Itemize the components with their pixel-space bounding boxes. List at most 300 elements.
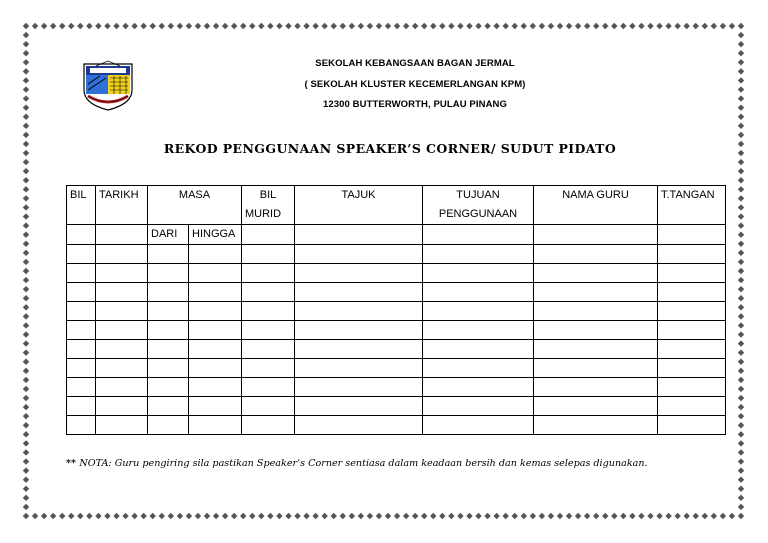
footnote (66, 458, 648, 469)
table-cell (148, 378, 189, 397)
table-cell (295, 397, 423, 416)
border-diamond (23, 141, 29, 147)
border-diamond (738, 313, 744, 319)
border-diamond (23, 50, 29, 56)
border-diamond (23, 68, 29, 74)
border-diamond (77, 513, 83, 519)
border-diamond (41, 23, 47, 29)
table-cell (658, 283, 726, 302)
border-diamond (23, 232, 29, 238)
table-cell (189, 264, 242, 283)
table-cell (534, 378, 658, 397)
border-diamond (23, 331, 29, 337)
border-diamond (95, 23, 101, 29)
border-diamond (421, 23, 427, 29)
school-cluster: ( SEKOLAH KLUSTER KECEMERLANGAN KPM) (304, 79, 526, 90)
border-diamond (150, 23, 156, 29)
header-nama-guru: NAMA GURU (534, 186, 658, 225)
border-diamond (394, 23, 400, 29)
border-diamond (267, 23, 273, 29)
record-table (66, 185, 726, 435)
table-cell (242, 302, 295, 321)
table-cell (67, 245, 96, 264)
border-diamond (430, 23, 436, 29)
border-diamond (693, 23, 699, 29)
border-diamond (738, 123, 744, 129)
border-diamond (584, 513, 590, 519)
document-title: REKOD PENGGUNAAN SPEAKER’S CORNER/ SUDUT PIDATO (163, 141, 617, 156)
border-diamond (131, 23, 137, 29)
border-diamond (738, 449, 744, 455)
border-diamond (638, 513, 644, 519)
border-diamond (367, 513, 373, 519)
border-diamond (502, 513, 508, 519)
border-diamond (738, 513, 744, 519)
table-cell (295, 359, 423, 378)
border-diamond (186, 513, 192, 519)
table-cell (148, 397, 189, 416)
border-diamond (68, 513, 74, 519)
border-diamond (23, 422, 29, 428)
border-diamond (457, 513, 463, 519)
border-diamond (738, 159, 744, 165)
border-diamond (23, 404, 29, 410)
table-cell (242, 340, 295, 359)
border-diamond (349, 23, 355, 29)
border-diamond (385, 513, 391, 519)
border-diamond (548, 23, 554, 29)
header-tujuan (423, 186, 534, 225)
border-diamond (738, 477, 744, 483)
border-diamond (711, 23, 717, 29)
border-diamond (602, 23, 608, 29)
border-diamond (113, 23, 119, 29)
border-diamond (738, 277, 744, 283)
border-diamond (204, 23, 210, 29)
border-diamond (23, 304, 29, 310)
table-cell (189, 302, 242, 321)
table-cell (423, 283, 534, 302)
border-diamond (23, 440, 29, 446)
border-diamond (466, 513, 472, 519)
table-cell (67, 283, 96, 302)
border-diamond (23, 477, 29, 483)
border-diamond (168, 513, 174, 519)
border-diamond (448, 513, 454, 519)
border-diamond (738, 340, 744, 346)
table-cell (148, 416, 189, 435)
border-diamond (521, 23, 527, 29)
border-diamond (557, 23, 563, 29)
table-cell (96, 245, 148, 264)
border-diamond (611, 513, 617, 519)
table-cell (423, 416, 534, 435)
subheader-row (67, 225, 726, 245)
table-cell (295, 378, 423, 397)
border-diamond (448, 23, 454, 29)
border-diamond (738, 331, 744, 337)
border-diamond (602, 513, 608, 519)
border-diamond (23, 368, 29, 374)
table-row (67, 264, 726, 283)
border-diamond (331, 513, 337, 519)
border-diamond (23, 277, 29, 283)
border-diamond (159, 513, 165, 519)
table-cell (658, 359, 726, 378)
border-diamond (331, 23, 337, 29)
border-diamond (647, 513, 653, 519)
border-diamond (240, 513, 246, 519)
border-diamond (294, 513, 300, 519)
border-diamond (23, 504, 29, 510)
header-bil-murid (242, 186, 295, 225)
border-diamond (303, 23, 309, 29)
table-cell (148, 359, 189, 378)
border-diamond (77, 23, 83, 29)
border-diamond (738, 467, 744, 473)
border-diamond (738, 422, 744, 428)
border-diamond (629, 513, 635, 519)
border-diamond (738, 295, 744, 301)
table-cell (189, 416, 242, 435)
table-row (67, 359, 726, 378)
header-bil: BIL (67, 186, 96, 225)
border-diamond (23, 177, 29, 183)
border-diamond (738, 458, 744, 464)
border-diamond (23, 295, 29, 301)
border-diamond (23, 204, 29, 210)
border-diamond (656, 513, 662, 519)
table-cell (423, 264, 534, 283)
border-diamond (729, 513, 735, 519)
table-cell (658, 416, 726, 435)
border-diamond (738, 114, 744, 120)
border-diamond (439, 23, 445, 29)
border-diamond (23, 495, 29, 501)
border-diamond (683, 513, 689, 519)
table-cell (658, 378, 726, 397)
table-cell (534, 245, 658, 264)
table-cell (189, 397, 242, 416)
border-diamond (548, 513, 554, 519)
border-diamond (674, 23, 680, 29)
table-cell (189, 340, 242, 359)
border-diamond (620, 23, 626, 29)
border-diamond (738, 395, 744, 401)
border-diamond (23, 95, 29, 101)
border-diamond (186, 23, 192, 29)
table-cell (534, 359, 658, 378)
border-diamond (213, 23, 219, 29)
table-cell (658, 264, 726, 283)
table-cell (96, 397, 148, 416)
border-diamond (23, 159, 29, 165)
table-cell (295, 302, 423, 321)
border-diamond (738, 50, 744, 56)
border-diamond (738, 250, 744, 256)
table-cell (658, 340, 726, 359)
border-diamond (738, 386, 744, 392)
border-diamond (738, 241, 744, 247)
border-diamond (312, 23, 318, 29)
table-cell (96, 302, 148, 321)
border-diamond (738, 32, 744, 38)
border-diamond (530, 23, 536, 29)
table-cell (242, 245, 295, 264)
border-diamond (412, 23, 418, 29)
table-cell (67, 264, 96, 283)
table-cell (148, 302, 189, 321)
border-diamond (294, 23, 300, 29)
border-diamond (23, 23, 29, 29)
table-cell (148, 321, 189, 340)
table-cell (423, 340, 534, 359)
border-diamond (674, 513, 680, 519)
header-row (67, 186, 726, 225)
border-diamond (312, 513, 318, 519)
border-diamond (575, 23, 581, 29)
border-diamond (466, 23, 472, 29)
table-row (67, 245, 726, 264)
header-tarikh: TARIKH (96, 186, 148, 225)
border-diamond (140, 23, 146, 29)
school-name: SEKOLAH KEBANGSAAN BAGAN JERMAL (315, 58, 515, 69)
border-diamond (23, 222, 29, 228)
border-diamond (738, 59, 744, 65)
border-diamond (59, 513, 65, 519)
border-diamond (231, 23, 237, 29)
border-diamond (23, 486, 29, 492)
border-diamond (222, 513, 228, 519)
border-diamond (177, 23, 183, 29)
border-diamond (403, 513, 409, 519)
header-bil-murid-line2: MURID (245, 208, 282, 220)
border-diamond (693, 513, 699, 519)
header-masa: MASA (148, 186, 242, 225)
border-diamond (340, 23, 346, 29)
border-diamond (23, 213, 29, 219)
header-tujuan-line2: PENGGUNAAN (438, 208, 518, 220)
border-diamond (738, 104, 744, 110)
border-diamond (665, 23, 671, 29)
border-diamond (285, 23, 291, 29)
border-diamond (738, 322, 744, 328)
border-diamond (647, 23, 653, 29)
table-cell (67, 302, 96, 321)
border-diamond (475, 23, 481, 29)
border-diamond (738, 195, 744, 201)
table-cell (423, 359, 534, 378)
header-t-tangan: T.TANGAN (658, 186, 726, 225)
table-cell (242, 321, 295, 340)
table-cell (423, 397, 534, 416)
table-cell (242, 359, 295, 378)
border-diamond (738, 132, 744, 138)
table-cell (658, 321, 726, 340)
border-diamond (340, 513, 346, 519)
table-cell (423, 321, 534, 340)
table-cell (534, 416, 658, 435)
border-diamond (620, 513, 626, 519)
footnote-text: NOTA: Guru pengiring sila pastikan Speaker’s Corner sentiasa dalam keadaan bersih dan kemas selepas digunakan. (79, 458, 648, 469)
border-diamond (738, 404, 744, 410)
border-diamond (484, 23, 490, 29)
border-diamond (720, 23, 726, 29)
border-diamond (702, 513, 708, 519)
border-diamond (502, 23, 508, 29)
border-diamond (493, 513, 499, 519)
border-diamond (23, 41, 29, 47)
table-cell (96, 359, 148, 378)
table-cell (96, 264, 148, 283)
table-row (67, 416, 726, 435)
border-diamond (104, 23, 110, 29)
table-cell (189, 378, 242, 397)
border-diamond (738, 413, 744, 419)
border-diamond (113, 513, 119, 519)
border-diamond (394, 513, 400, 519)
table-cell (67, 340, 96, 359)
border-diamond (738, 23, 744, 29)
table-cell (148, 283, 189, 302)
table-cell (658, 302, 726, 321)
border-diamond (23, 377, 29, 383)
border-diamond (23, 467, 29, 473)
border-diamond (23, 413, 29, 419)
border-diamond (258, 513, 264, 519)
border-diamond (738, 213, 744, 219)
border-diamond (665, 513, 671, 519)
table-cell (295, 283, 423, 302)
border-diamond (23, 359, 29, 365)
table-cell (423, 378, 534, 397)
border-diamond (484, 513, 490, 519)
table-cell (242, 264, 295, 283)
border-diamond (321, 23, 327, 29)
table-cell (423, 245, 534, 264)
table-cell (242, 283, 295, 302)
border-diamond (430, 513, 436, 519)
border-diamond (23, 349, 29, 355)
border-diamond (195, 23, 201, 29)
border-diamond (629, 23, 635, 29)
table-cell (534, 264, 658, 283)
border-diamond (23, 513, 29, 519)
border-diamond (204, 513, 210, 519)
table-cell (148, 264, 189, 283)
border-diamond (23, 59, 29, 65)
border-diamond (122, 513, 128, 519)
border-diamond (23, 186, 29, 192)
border-diamond (349, 513, 355, 519)
table-cell (189, 283, 242, 302)
border-diamond (738, 495, 744, 501)
border-diamond (267, 513, 273, 519)
border-diamond (611, 23, 617, 29)
border-diamond (240, 23, 246, 29)
border-diamond (285, 513, 291, 519)
border-diamond (68, 23, 74, 29)
table-cell (96, 378, 148, 397)
border-diamond (23, 268, 29, 274)
border-diamond (539, 23, 545, 29)
border-diamond (177, 513, 183, 519)
header-tujuan-line1: TUJUAN (456, 189, 500, 201)
border-diamond (738, 204, 744, 210)
border-diamond (32, 23, 38, 29)
border-diamond (566, 513, 572, 519)
border-diamond (23, 132, 29, 138)
border-diamond (50, 23, 56, 29)
table-cell (189, 245, 242, 264)
border-diamond (23, 313, 29, 319)
table-cell (534, 283, 658, 302)
border-diamond (23, 86, 29, 92)
border-diamond (23, 386, 29, 392)
table-cell (534, 321, 658, 340)
table-cell (295, 416, 423, 435)
border-diamond (303, 513, 309, 519)
border-diamond (593, 513, 599, 519)
table-cell (67, 359, 96, 378)
border-diamond (412, 513, 418, 519)
border-diamond (720, 513, 726, 519)
border-diamond (59, 23, 65, 29)
border-diamond (104, 513, 110, 519)
border-diamond (475, 513, 481, 519)
border-diamond (23, 449, 29, 455)
border-diamond (376, 513, 382, 519)
subheader-dari: DARI (148, 225, 189, 245)
border-diamond (711, 513, 717, 519)
border-diamond (195, 513, 201, 519)
border-diamond (738, 286, 744, 292)
table-cell (67, 321, 96, 340)
border-diamond (222, 23, 228, 29)
border-diamond (168, 23, 174, 29)
border-diamond (23, 340, 29, 346)
border-diamond (738, 141, 744, 147)
table-cell (189, 321, 242, 340)
border-diamond (50, 513, 56, 519)
border-diamond (376, 23, 382, 29)
border-diamond (738, 68, 744, 74)
header-bil-murid-line1: BIL (259, 189, 277, 201)
border-diamond (23, 32, 29, 38)
border-diamond (23, 104, 29, 110)
table-cell (534, 302, 658, 321)
table-cell (242, 378, 295, 397)
border-diamond (403, 23, 409, 29)
border-diamond (249, 23, 255, 29)
border-diamond (738, 304, 744, 310)
border-diamond (738, 268, 744, 274)
border-diamond (738, 349, 744, 355)
table-cell (67, 378, 96, 397)
border-diamond (512, 23, 518, 29)
border-diamond (493, 23, 499, 29)
table-cell (96, 321, 148, 340)
border-diamond (131, 513, 137, 519)
table-cell (534, 397, 658, 416)
school-address: 12300 BUTTERWORTH, PULAU PINANG (323, 99, 507, 110)
border-diamond (575, 513, 581, 519)
border-diamond (439, 513, 445, 519)
border-diamond (738, 150, 744, 156)
border-diamond (23, 395, 29, 401)
table-cell (534, 340, 658, 359)
border-diamond (738, 232, 744, 238)
